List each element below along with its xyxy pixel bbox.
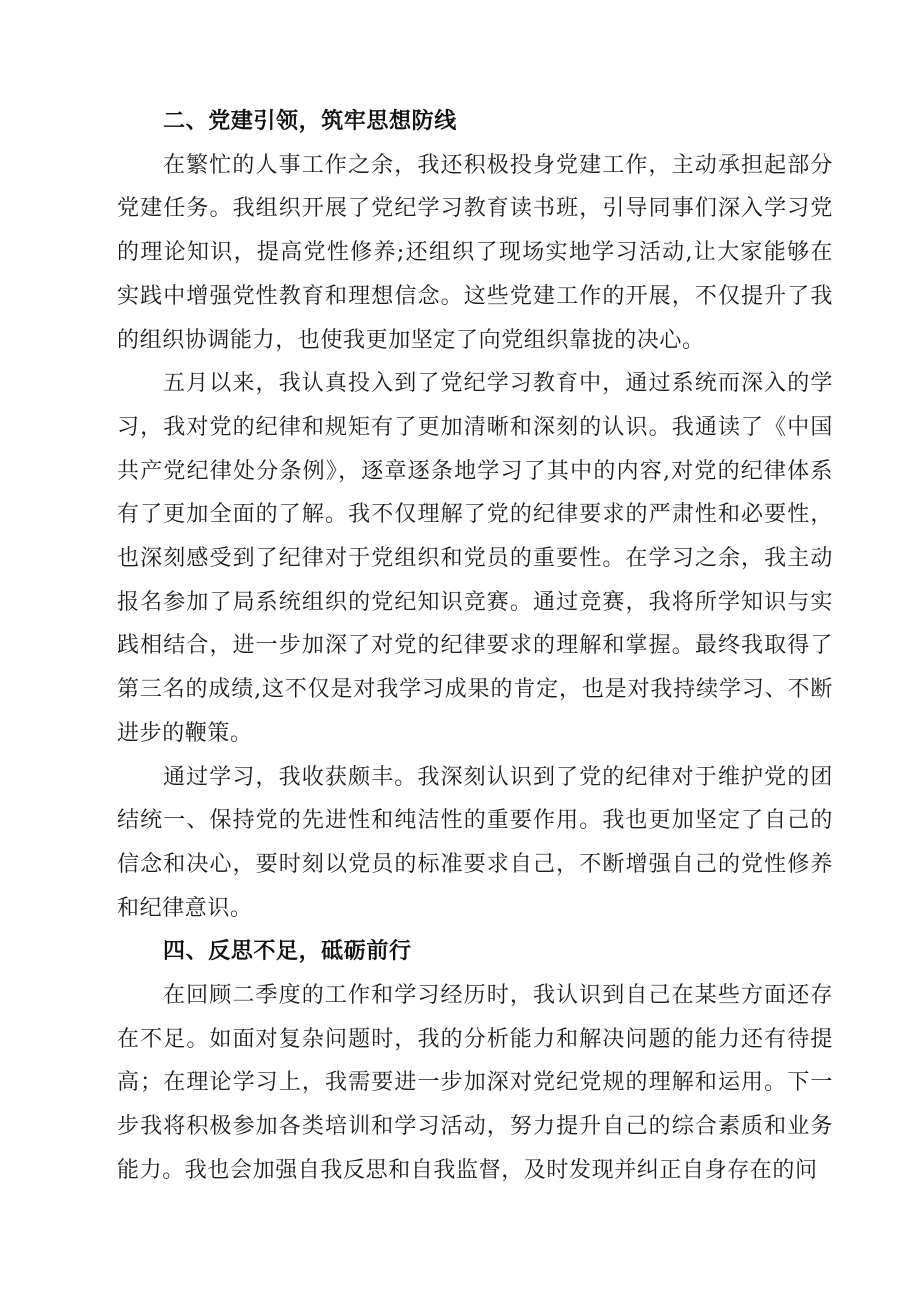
paragraph-discipline-study: 五月以来，我认真投入到了党纪学习教育中，通过系统而深入的学习，我对党的纪律和规矩有了更加清晰和深刻的认识。我通读了《中国共产党纪律处分条例》，逐章逐条地学习了其中的内容,对党的纪律体系有了更加全面的了解。我不仅理解了党的纪律要求的严肃性和必要性，也深刻感受到了纪律对于党组织和党员的重要性。在学习之余，我主动报名参加了局系统组织的党纪知识竞赛。通过竞赛，我将所学知识与实践相结合，进一步加深了对党的纪律要求的理解和掌握。最终我取得了第三名的成绩,这不仅是对我学习成果的肯定，也是对我持续学习、不断进步的鞭策。	[117, 371, 833, 746]
document-body	[117, 100, 833, 1193]
paragraph-study-gains: 通过学习，我收获颇丰。我深刻认识到了党的纪律对于维护党的团结统一、保持党的先进性和纯洁性的重要作用。我也更加坚定了自己的信念和决心，要时刻以党员的标准要求自己，不断增强自己的党性修养和纪律意识。	[117, 764, 833, 921]
section-heading-party-building: 二、党建引领，筑牢思想防线	[163, 109, 457, 134]
paragraph-party-building-work: 在繁忙的人事工作之余，我还积极投身党建工作，主动承担起部分党建任务。我组织开展了党纪学习教育读书班，引导同事们深入学习党的理论知识，提高党性修养;还组织了现场实地学习活动,让大家能够在实践中增强党性教育和理想信念。这些党建工作的开展，不仅提升了我的组织协调能力，也使我更加坚定了向党组织靠拢的决心。	[117, 152, 833, 353]
section-heading-reflection: 四、反思不足，砥砺前行	[163, 939, 412, 965]
paragraph-shortcomings: 在回顾二季度的工作和学习经历时，我认识到自己在某些方面还存在不足。如面对复杂问题时，我的分析能力和解决问题的能力还有待提高；在理论学习上，我需要进一步加深对党纪党规的理解和运用。下一步我将积极参加各类培训和学习活动，努力提升自己的综合素质和业务能力。我也会加强自我反思和自我监督，及时发现并纠正自身存在的问	[117, 983, 833, 1183]
